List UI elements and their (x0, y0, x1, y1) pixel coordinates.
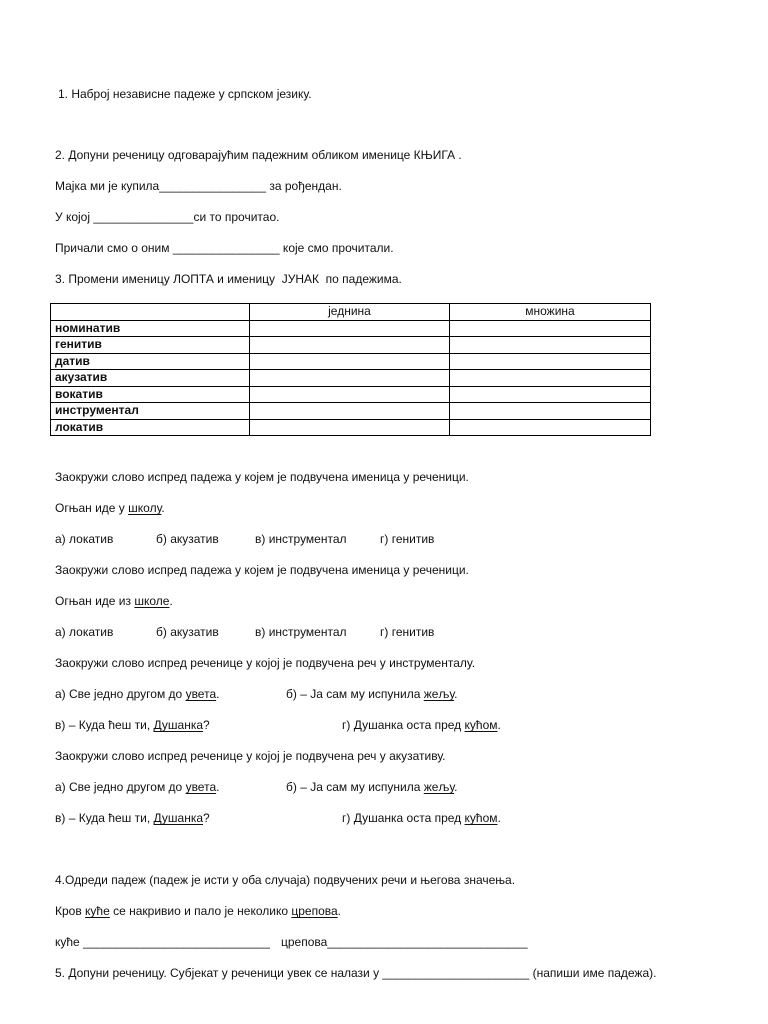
underlined-word: увета (185, 687, 217, 701)
table-row (51, 403, 651, 420)
option-end: . (216, 780, 220, 794)
table-header-empty (51, 304, 250, 321)
question-2-title: 2. Допуни реченицу одговарајућим падежним обликом именице КЊИГА . (55, 148, 462, 162)
exercise-3-option-a[interactable] (55, 687, 219, 702)
exercise-2-option-b[interactable]: б) акузатив (156, 625, 219, 639)
underlined-word: црепова (291, 904, 338, 918)
exercise-2-instruction: Заокружи слово испред падежа у којем је подвучена именица у реченици. (55, 563, 469, 577)
exercise-4-option-c[interactable] (55, 811, 210, 826)
answer-cell-singular[interactable] (250, 353, 450, 370)
question-2-sentence-2: У којој _______________си то прочитао. (55, 210, 280, 224)
answer-cell-singular[interactable] (250, 386, 450, 403)
exercise-1-instruction: Заокружи слово испред падежа у којем је подвучена именица у реченици. (55, 470, 469, 484)
table-row (51, 320, 651, 337)
answer-cell-singular[interactable] (250, 320, 450, 337)
table-row (51, 353, 651, 370)
case-label: инструментал (51, 403, 250, 420)
answer-cell-singular[interactable] (250, 370, 450, 387)
option-end: . (216, 687, 220, 701)
answer-cell-plural[interactable] (450, 370, 651, 387)
option-end: . (497, 718, 501, 732)
underlined-word: увета (185, 780, 217, 794)
exercise-3-option-b[interactable] (286, 687, 457, 702)
exercise-4-option-d[interactable] (342, 811, 501, 826)
exercise-1-option-b[interactable]: б) акузатив (156, 532, 219, 546)
case-label: акузатив (51, 370, 250, 387)
option-end: ? (203, 811, 210, 825)
exercise-3-option-c[interactable] (55, 718, 210, 733)
case-label: вокатив (51, 386, 250, 403)
option-text: б) – Ја сам му испунила (286, 687, 424, 701)
answer-cell-plural[interactable] (450, 320, 651, 337)
option-end: . (497, 811, 501, 825)
exercise-4-option-b[interactable] (286, 780, 457, 795)
answer-cell-singular[interactable] (250, 403, 450, 420)
underlined-word: кућом (464, 718, 498, 732)
option-text: б) – Ја сам му испунила (286, 780, 424, 794)
question-2-sentence-3: Причали смо о оним ________________ које смо прочитали. (55, 241, 394, 255)
question-4-sentence (55, 904, 341, 919)
table-header-plural: множина (450, 304, 651, 321)
answer-cell-singular[interactable] (250, 337, 450, 354)
exercise-1-option-c[interactable]: в) инструментал (255, 532, 347, 546)
table-row (51, 337, 651, 354)
option-text: г) Душанка оста пред (342, 811, 465, 825)
exercise-2-option-d[interactable]: г) генитив (380, 625, 435, 639)
underlined-word: школе (134, 594, 170, 608)
exercise-3-option-d[interactable] (342, 718, 501, 733)
underlined-word: жељу (423, 780, 455, 794)
option-text: в) – Куда ћеш ти, (55, 718, 154, 732)
exercise-2-sentence (55, 594, 173, 609)
underlined-word: Душанка (153, 718, 204, 732)
case-label: датив (51, 353, 250, 370)
option-end: . (454, 780, 458, 794)
case-table (50, 303, 651, 436)
sentence-text: Огњан иде из (55, 594, 135, 608)
sentence-end: . (169, 594, 173, 608)
underlined-word: Душанка (153, 811, 204, 825)
question-4-blank-1[interactable]: куће ____________________________ (55, 935, 270, 949)
answer-cell-plural[interactable] (450, 337, 651, 354)
answer-cell-singular[interactable] (250, 419, 450, 436)
question-4-title: 4.Одреди падеж (падеж је исти у оба случаја) подвучених речи и његова значења. (55, 873, 516, 887)
exercise-1-option-a[interactable]: а) локатив (55, 532, 114, 546)
exercise-2-option-c[interactable]: в) инструментал (255, 625, 347, 639)
answer-cell-plural[interactable] (450, 386, 651, 403)
underlined-word: куће (85, 904, 110, 918)
option-text: а) Све једно другом до (55, 687, 186, 701)
sentence-end: . (161, 501, 165, 515)
sentence-text: се накривио и пало је неколико (109, 904, 292, 918)
exercise-2-option-a[interactable]: а) локатив (55, 625, 114, 639)
underlined-word: школу (128, 501, 162, 515)
exercise-1-sentence (55, 501, 165, 516)
option-text: в) – Куда ћеш ти, (55, 811, 154, 825)
question-4-blank-2[interactable]: црепова______________________________ (281, 935, 528, 949)
table-row (51, 386, 651, 403)
answer-cell-plural[interactable] (450, 419, 651, 436)
table-header-row (51, 304, 651, 321)
exercise-3-instruction: Заокружи слово испред реченице у којој је подвучена реч у инструменталу. (55, 656, 476, 670)
sentence-text: Огњан иде у (55, 501, 129, 515)
option-end: ? (203, 718, 210, 732)
case-label: генитив (51, 337, 250, 354)
table-header-singular: једнина (250, 304, 450, 321)
option-text: а) Све једно другом до (55, 780, 186, 794)
underlined-word: кућом (464, 811, 498, 825)
underlined-word: жељу (423, 687, 455, 701)
answer-cell-plural[interactable] (450, 353, 651, 370)
question-2-sentence-1: Мајка ми је купила________________ за рођендан. (55, 179, 342, 193)
sentence-text: Кров (55, 904, 86, 918)
option-text: г) Душанка оста пред (342, 718, 465, 732)
case-label: номинатив (51, 320, 250, 337)
exercise-1-option-d[interactable]: г) генитив (380, 532, 435, 546)
exercise-4-option-a[interactable] (55, 780, 219, 795)
exercise-4-instruction: Заокружи слово испред реченице у којој је подвучена реч у акузативу. (55, 749, 446, 763)
sentence-end: . (337, 904, 342, 918)
question-5: 5. Допуни реченицу. Субјекат у реченици увек се налази у ______________________ (напиши име падежа). (55, 966, 657, 980)
table-row (51, 419, 651, 436)
question-1: 1. Наброј независне падеже у српском језику. (58, 87, 312, 101)
case-label: локатив (51, 419, 250, 436)
option-end: . (454, 687, 458, 701)
answer-cell-plural[interactable] (450, 403, 651, 420)
question-3-title: 3. Промени именицу ЛОПТА и именицу ЈУНАК по падежима. (55, 272, 402, 286)
table-row (51, 370, 651, 387)
